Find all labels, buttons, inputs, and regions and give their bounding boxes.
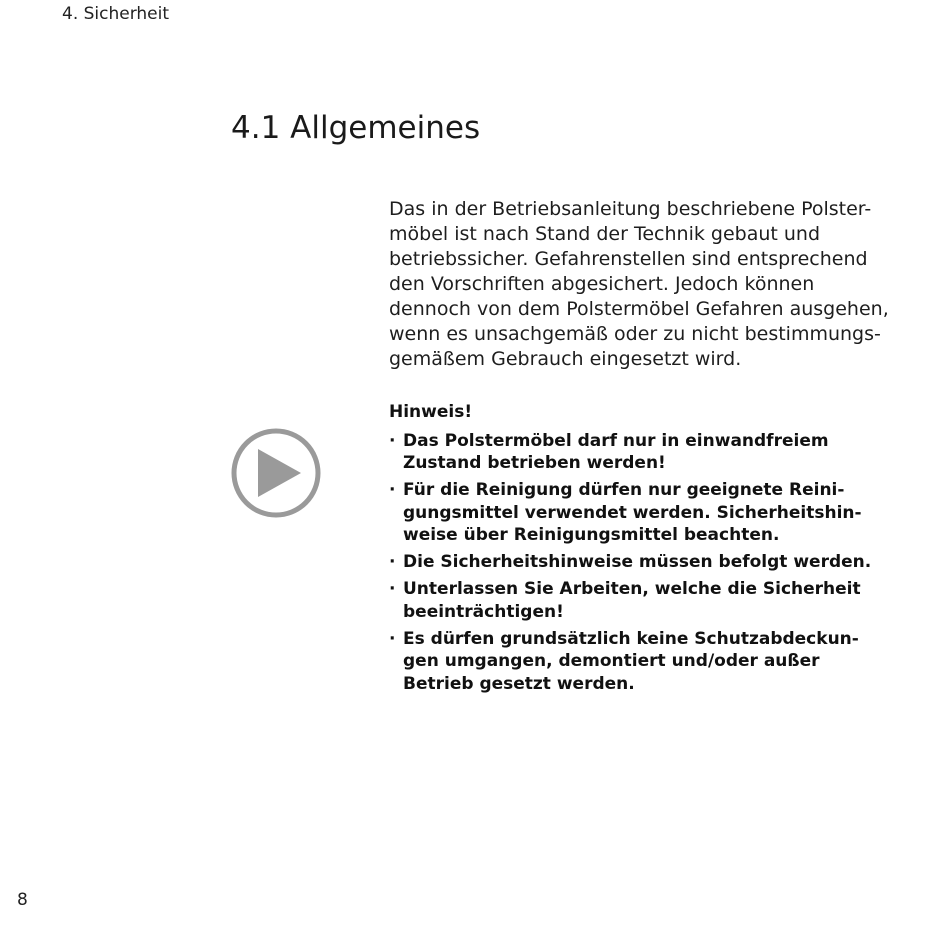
notice-line: gen umgangen, demontiert und/oder außer	[403, 651, 820, 671]
notice-item	[389, 628, 869, 696]
paragraph-line: gemäßem Gebrauch eingesetzt wird.	[389, 348, 742, 370]
bullet-dot: ·	[389, 430, 396, 451]
bullet-dot: ·	[389, 628, 396, 649]
running-header: 4. Sicherheit	[62, 4, 170, 24]
notice-line: Unterlassen Sie Arbeiten, welche die Sicherheit	[403, 579, 861, 599]
notice-item	[389, 479, 869, 547]
notice-line: beeinträchtigen!	[403, 601, 564, 622]
paragraph-line: Das in der Betriebsanleitung beschriebene Polster-	[389, 198, 872, 220]
play-icon[interactable]	[231, 428, 321, 518]
paragraph-line: dennoch von dem Polstermöbel Gefahren ausgehen,	[389, 298, 889, 320]
body-paragraph	[389, 197, 889, 372]
notice-block	[389, 401, 872, 700]
notice-line: gungsmittel verwendet werden. Sicherheitshin-	[403, 502, 862, 523]
notice-line: Die Sicherheitshinweise müssen befolgt werden.	[403, 552, 872, 572]
section-title: 4.1 Allgemeines	[231, 110, 481, 146]
notice-item	[389, 551, 872, 574]
notice-line: Das Polstermöbel darf nur in einwandfreiem	[403, 430, 829, 451]
notice-item	[389, 578, 869, 623]
notice-line: weise über Reinigungsmittel beachten.	[403, 525, 780, 545]
notice-line: Es dürfen grundsätzlich keine Schutzabdeckun-	[403, 628, 859, 649]
paragraph-line: betriebssicher. Gefahrenstellen sind entsprechend	[389, 248, 868, 270]
notice-list	[389, 430, 872, 696]
bullet-dot: ·	[389, 480, 396, 500]
notice-line: Für die Reinigung dürfen nur geeignete Reini-	[403, 480, 845, 500]
notice-item	[389, 430, 869, 475]
paragraph-line: den Vorschriften abgesichert. Jedoch können	[389, 273, 815, 295]
page-number: 8	[17, 890, 28, 910]
notice-heading: Hinweis!	[389, 402, 473, 422]
paragraph-line: wenn es unsachgemäß oder zu nicht bestimmungs-	[389, 323, 881, 345]
notice-line: Betrieb gesetzt werden.	[403, 673, 635, 694]
paragraph-line: möbel ist nach Stand der Technik gebaut und	[389, 223, 821, 245]
bullet-dot: ·	[389, 552, 396, 572]
notice-line: Zustand betrieben werden!	[403, 453, 666, 473]
bullet-dot: ·	[389, 579, 396, 599]
